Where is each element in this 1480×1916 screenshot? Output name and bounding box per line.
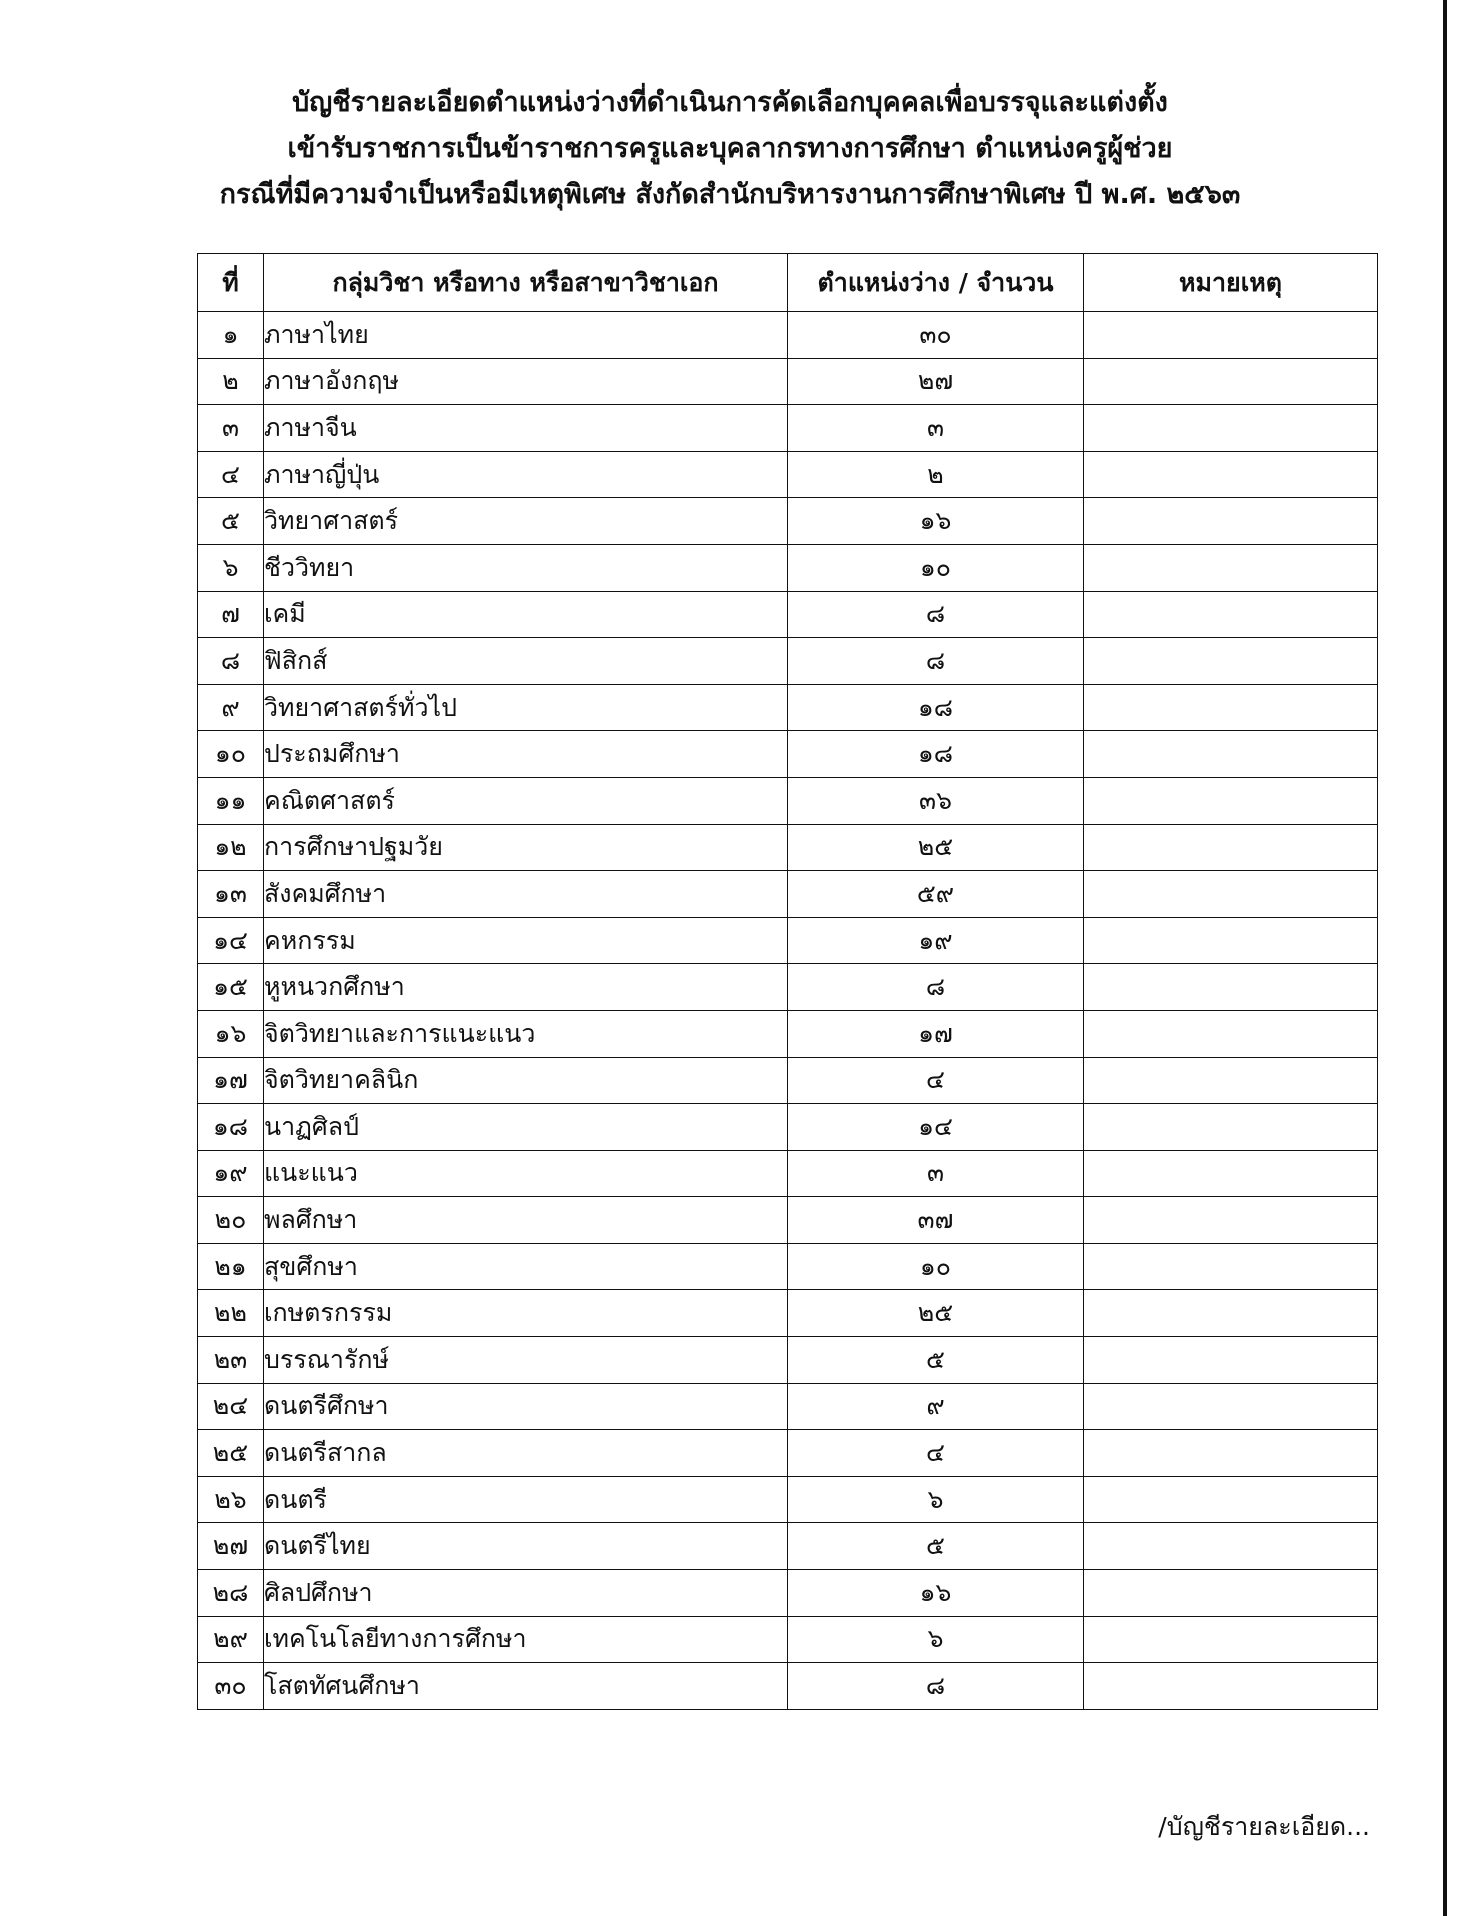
- row-count: ๘: [788, 964, 1084, 1011]
- header-no: ที่: [198, 254, 264, 312]
- row-count: ๑๖: [788, 1570, 1084, 1617]
- title-line-1: บัญชีรายละเอียดตำแหน่งว่างที่ดำเนินการคัดเลือกบุคคลเพื่อบรรจุและแต่งตั้ง: [292, 87, 1168, 118]
- row-remark: [1084, 498, 1378, 545]
- row-remark: [1084, 1150, 1378, 1197]
- row-number: ๒๑: [198, 1243, 264, 1290]
- row-remark: [1084, 917, 1378, 964]
- row-subject: ประถมศึกษา: [264, 731, 788, 778]
- row-number: ๑๖: [198, 1010, 264, 1057]
- row-subject: การศึกษาปฐมวัย: [264, 824, 788, 871]
- row-count: ๓๖: [788, 777, 1084, 824]
- row-count: ๓๐: [788, 312, 1084, 359]
- row-subject: พลศึกษา: [264, 1197, 788, 1244]
- row-number: ๑: [198, 312, 264, 359]
- continuation-note: /บัญชีรายละเอียด...: [1158, 1812, 1370, 1841]
- row-subject: ภาษาไทย: [264, 312, 788, 359]
- row-number: ๑๕: [198, 964, 264, 1011]
- row-count: ๙: [788, 1383, 1084, 1430]
- row-number: ๑๒: [198, 824, 264, 871]
- row-subject: ชีววิทยา: [264, 544, 788, 591]
- row-count: ๔: [788, 1430, 1084, 1477]
- header-remark: หมายเหตุ: [1084, 254, 1378, 312]
- header-count: ตำแหน่งว่าง / จำนวน: [788, 254, 1084, 312]
- row-number: ๒๗: [198, 1523, 264, 1570]
- row-subject: ภาษาญี่ปุ่น: [264, 451, 788, 498]
- table-row: [198, 917, 1378, 964]
- row-subject: คณิตศาสตร์: [264, 777, 788, 824]
- row-subject: บรรณารักษ์: [264, 1337, 788, 1384]
- row-remark: [1084, 1104, 1378, 1151]
- row-number: ๑๘: [198, 1104, 264, 1151]
- row-remark: [1084, 1010, 1378, 1057]
- table-row: [198, 777, 1378, 824]
- table-row: [198, 1663, 1378, 1710]
- row-number: ๑๑: [198, 777, 264, 824]
- row-remark: [1084, 1057, 1378, 1104]
- row-number: ๑๔: [198, 917, 264, 964]
- row-number: ๒๐: [198, 1197, 264, 1244]
- vacancy-table: [197, 253, 1378, 1710]
- row-number: ๔: [198, 451, 264, 498]
- row-number: ๒๕: [198, 1430, 264, 1477]
- row-count: ๑๖: [788, 498, 1084, 545]
- row-remark: [1084, 1570, 1378, 1617]
- row-remark: [1084, 638, 1378, 685]
- row-number: ๓๐: [198, 1663, 264, 1710]
- row-count: ๔: [788, 1057, 1084, 1104]
- row-remark: [1084, 871, 1378, 918]
- table-row: [198, 1057, 1378, 1104]
- row-count: ๕: [788, 1337, 1084, 1384]
- row-subject: คหกรรม: [264, 917, 788, 964]
- row-subject: วิทยาศาสตร์: [264, 498, 788, 545]
- row-subject: ดนตรีศึกษา: [264, 1383, 788, 1430]
- row-number: ๙: [198, 684, 264, 731]
- row-remark: [1084, 1243, 1378, 1290]
- row-number: ๒: [198, 358, 264, 405]
- row-number: ๑๓: [198, 871, 264, 918]
- table-row: [198, 1337, 1378, 1384]
- row-remark: [1084, 451, 1378, 498]
- row-count: ๑๐: [788, 1243, 1084, 1290]
- row-count: ๒: [788, 451, 1084, 498]
- table-row: [198, 731, 1378, 778]
- row-subject: แนะแนว: [264, 1150, 788, 1197]
- table-row: [198, 684, 1378, 731]
- row-remark: [1084, 1430, 1378, 1477]
- table-row: [198, 405, 1378, 452]
- document-title: [180, 80, 1280, 218]
- table-header-row: [198, 254, 1378, 312]
- row-subject: เกษตรกรรม: [264, 1290, 788, 1337]
- row-subject: สังคมศึกษา: [264, 871, 788, 918]
- row-count: ๓: [788, 1150, 1084, 1197]
- row-subject: จิตวิทยาและการแนะแนว: [264, 1010, 788, 1057]
- table-row: [198, 824, 1378, 871]
- row-number: ๘: [198, 638, 264, 685]
- row-number: ๗: [198, 591, 264, 638]
- row-count: ๘: [788, 638, 1084, 685]
- row-remark: [1084, 1383, 1378, 1430]
- row-count: ๕: [788, 1523, 1084, 1570]
- table-row: [198, 1616, 1378, 1663]
- table-row: [198, 1430, 1378, 1477]
- row-subject: จิตวิทยาคลินิก: [264, 1057, 788, 1104]
- header-subject: กลุ่มวิชา หรือทาง หรือสาขาวิชาเอก: [264, 254, 788, 312]
- row-remark: [1084, 777, 1378, 824]
- row-count: ๑๔: [788, 1104, 1084, 1151]
- table-row: [198, 358, 1378, 405]
- row-remark: [1084, 312, 1378, 359]
- title-line-3: กรณีที่มีความจำเป็นหรือมีเหตุพิเศษ สังกัดสำนักบริหารงานการศึกษาพิเศษ ปี พ.ศ. ๒๕๖๓: [219, 179, 1241, 210]
- row-remark: [1084, 405, 1378, 452]
- row-number: ๒๒: [198, 1290, 264, 1337]
- table-row: [198, 1243, 1378, 1290]
- row-remark: [1084, 1337, 1378, 1384]
- row-number: ๒๙: [198, 1616, 264, 1663]
- row-count: ๑๘: [788, 731, 1084, 778]
- row-number: ๑๐: [198, 731, 264, 778]
- row-subject: โสตทัศนศึกษา: [264, 1663, 788, 1710]
- row-number: ๑๙: [198, 1150, 264, 1197]
- row-number: ๓: [198, 405, 264, 452]
- table-row: [198, 591, 1378, 638]
- table-row: [198, 1570, 1378, 1617]
- row-number: ๖: [198, 544, 264, 591]
- row-count: ๓๗: [788, 1197, 1084, 1244]
- row-subject: เทคโนโลยีทางการศึกษา: [264, 1616, 788, 1663]
- row-subject: ดนตรีสากล: [264, 1430, 788, 1477]
- row-subject: เคมี: [264, 591, 788, 638]
- row-count: ๒๕: [788, 1290, 1084, 1337]
- page-edge-line: [1443, 0, 1447, 1916]
- title-line-2: เข้ารับราชการเป็นข้าราชการครูและบุคลากรทางการศึกษา ตำแหน่งครูผู้ช่วย: [287, 133, 1173, 164]
- table-row: [198, 451, 1378, 498]
- table-body: [198, 312, 1378, 1710]
- row-number: ๒๓: [198, 1337, 264, 1384]
- row-number: ๕: [198, 498, 264, 545]
- row-count: ๖: [788, 1476, 1084, 1523]
- row-subject: นาฏศิลป์: [264, 1104, 788, 1151]
- row-number: ๒๘: [198, 1570, 264, 1617]
- row-count: ๒๗: [788, 358, 1084, 405]
- row-remark: [1084, 1663, 1378, 1710]
- row-count: ๒๕: [788, 824, 1084, 871]
- row-count: ๘: [788, 1663, 1084, 1710]
- row-remark: [1084, 964, 1378, 1011]
- row-remark: [1084, 544, 1378, 591]
- row-subject: ศิลปศึกษา: [264, 1570, 788, 1617]
- table-row: [198, 1150, 1378, 1197]
- row-remark: [1084, 1197, 1378, 1244]
- row-count: ๑๘: [788, 684, 1084, 731]
- row-number: ๒๖: [198, 1476, 264, 1523]
- row-count: ๓: [788, 405, 1084, 452]
- row-remark: [1084, 684, 1378, 731]
- row-count: ๕๙: [788, 871, 1084, 918]
- row-count: ๑๗: [788, 1010, 1084, 1057]
- table-row: [198, 1383, 1378, 1430]
- table-row: [198, 498, 1378, 545]
- table-row: [198, 638, 1378, 685]
- row-count: ๑๙: [788, 917, 1084, 964]
- table-row: [198, 1290, 1378, 1337]
- row-count: ๘: [788, 591, 1084, 638]
- row-remark: [1084, 1476, 1378, 1523]
- row-number: ๑๗: [198, 1057, 264, 1104]
- row-number: ๒๔: [198, 1383, 264, 1430]
- row-remark: [1084, 1616, 1378, 1663]
- row-remark: [1084, 1290, 1378, 1337]
- row-count: ๖: [788, 1616, 1084, 1663]
- row-remark: [1084, 731, 1378, 778]
- row-subject: วิทยาศาสตร์ทั่วไป: [264, 684, 788, 731]
- table-row: [198, 1104, 1378, 1151]
- row-subject: สุขศึกษา: [264, 1243, 788, 1290]
- table-row: [198, 544, 1378, 591]
- table-row: [198, 1010, 1378, 1057]
- row-remark: [1084, 358, 1378, 405]
- row-subject: ภาษาอังกฤษ: [264, 358, 788, 405]
- row-remark: [1084, 824, 1378, 871]
- table-row: [198, 1523, 1378, 1570]
- row-count: ๑๐: [788, 544, 1084, 591]
- row-subject: ภาษาจีน: [264, 405, 788, 452]
- table-row: [198, 964, 1378, 1011]
- table-row: [198, 312, 1378, 359]
- row-subject: หูหนวกศึกษา: [264, 964, 788, 1011]
- row-subject: ฟิสิกส์: [264, 638, 788, 685]
- table-row: [198, 871, 1378, 918]
- row-remark: [1084, 591, 1378, 638]
- table-row: [198, 1476, 1378, 1523]
- table-row: [198, 1197, 1378, 1244]
- row-remark: [1084, 1523, 1378, 1570]
- row-subject: ดนตรี: [264, 1476, 788, 1523]
- row-subject: ดนตรีไทย: [264, 1523, 788, 1570]
